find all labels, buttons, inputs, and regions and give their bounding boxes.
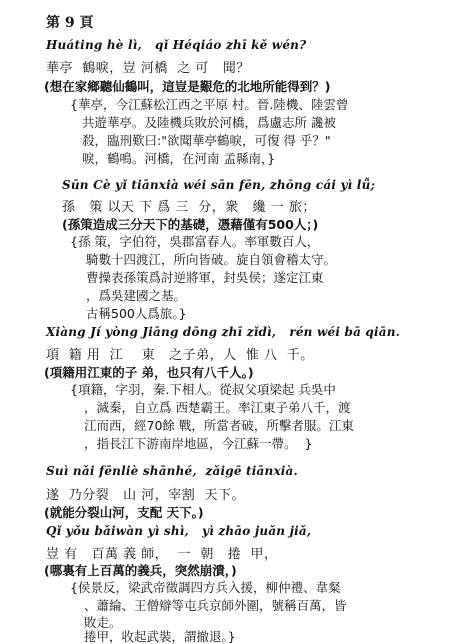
- chinese-text-line: 華亭 鶴唳，豈 河橋 之 可 聞？: [46, 61, 250, 76]
- translation-line: (哪裏有上百萬的義兵，突然崩潰，): [44, 563, 237, 578]
- translation-line: (想在家鄉聽仙鶴叫，這豈是艱危的北地所能得到？): [44, 79, 331, 94]
- annotation-line: 敗走。: [84, 615, 122, 630]
- annotation-line: {侯景反，梁武帝徵調四方兵入援，柳仲禮、韋粲: [70, 580, 341, 595]
- pinyin-line: Qǐ yǒu bǎiwàn yì shì, yì zhāo juǎn jiǎ,: [46, 524, 312, 538]
- chinese-text-line: 豈 有 百萬 義 師， 一 朝 捲 甲，: [46, 547, 278, 562]
- annotation-line: {項籍，字羽，秦.下相人。從叔父項梁起 兵吳中: [70, 382, 336, 397]
- translation-line: (項籍用江東的子 弟，也只有八千人。): [44, 365, 254, 380]
- chinese-text-line: 孫 策 以天 下 爲 三 分，衆 纔 一 旅；: [62, 200, 316, 215]
- annotation-line: ，爲吳建國之基。: [86, 288, 187, 303]
- translation-line: (就能分裂山河，支配 天下。): [44, 505, 204, 520]
- pinyin-line: Sūn Cè yǐ tiānxià wéi sān fēn, zhōng cái yì lǚ;: [62, 178, 376, 192]
- annotation-line: 古稱500人爲旅。}: [86, 306, 187, 321]
- annotation-line: 殺，臨刑歎曰:"欲聞華亭鶴唳，可復 得 乎？": [82, 133, 331, 148]
- annotation-line: 捲甲，收起武裝，謂撤退。}: [84, 629, 236, 644]
- annotation-line: ，指長江下游南岸地區，今江蘇一帶。 }: [84, 436, 313, 451]
- annotation-line: 騎數十四渡江，所向皆破。旋自領會稽太守。: [86, 252, 337, 267]
- annotation-line: 江而西，經70餘 戰，所當者破，所擊者服。江東: [84, 418, 354, 433]
- chinese-text-line: 遂 乃分裂 山 河，宰割 天下。: [46, 488, 246, 503]
- pinyin-line: Xiàng Jí yòng Jiāng dōng zhī zǐdì, rén wéi bā qiān.: [46, 325, 401, 339]
- annotation-line: {孫 策，字伯符，吳郡富春人。率軍數百人，: [70, 234, 320, 249]
- annotation-line: 共遊華亭。及陸機兵敗於河橋，爲盧志所 讒被: [82, 115, 336, 130]
- annotation-line: 唳，鶴鳴。河橋，在河南 孟縣南，}: [82, 151, 276, 166]
- annotation-line: 、蕭綸、王僧辯等屯兵京師外圍，號稱百萬，皆: [84, 598, 347, 613]
- page-number: 第 9 頁: [46, 15, 94, 31]
- chinese-text-line: 項 籍 用 江 東 之子弟，人 惟 八 千。: [46, 348, 314, 363]
- pinyin-line: Huáting hè lì, qǐ Héqiáo zhī kě wén?: [46, 38, 307, 52]
- pinyin-line: Suì nǎi fēnliè shānhé, zǎigē tiānxià.: [46, 464, 298, 478]
- translation-line: (孫策造成三分天下的基礎，憑藉僅有500人；): [62, 217, 319, 232]
- annotation-line: ，滅秦，自立爲 西楚霸王。率江東子弟八千，渡: [84, 400, 351, 415]
- annotation-line: {華亭，今江蘇松江西之平原 村。晉.陸機、陸雲曾: [70, 97, 349, 112]
- annotation-line: 曹操表孫策爲討逆將軍，封吳侯；遂定江東: [86, 270, 324, 285]
